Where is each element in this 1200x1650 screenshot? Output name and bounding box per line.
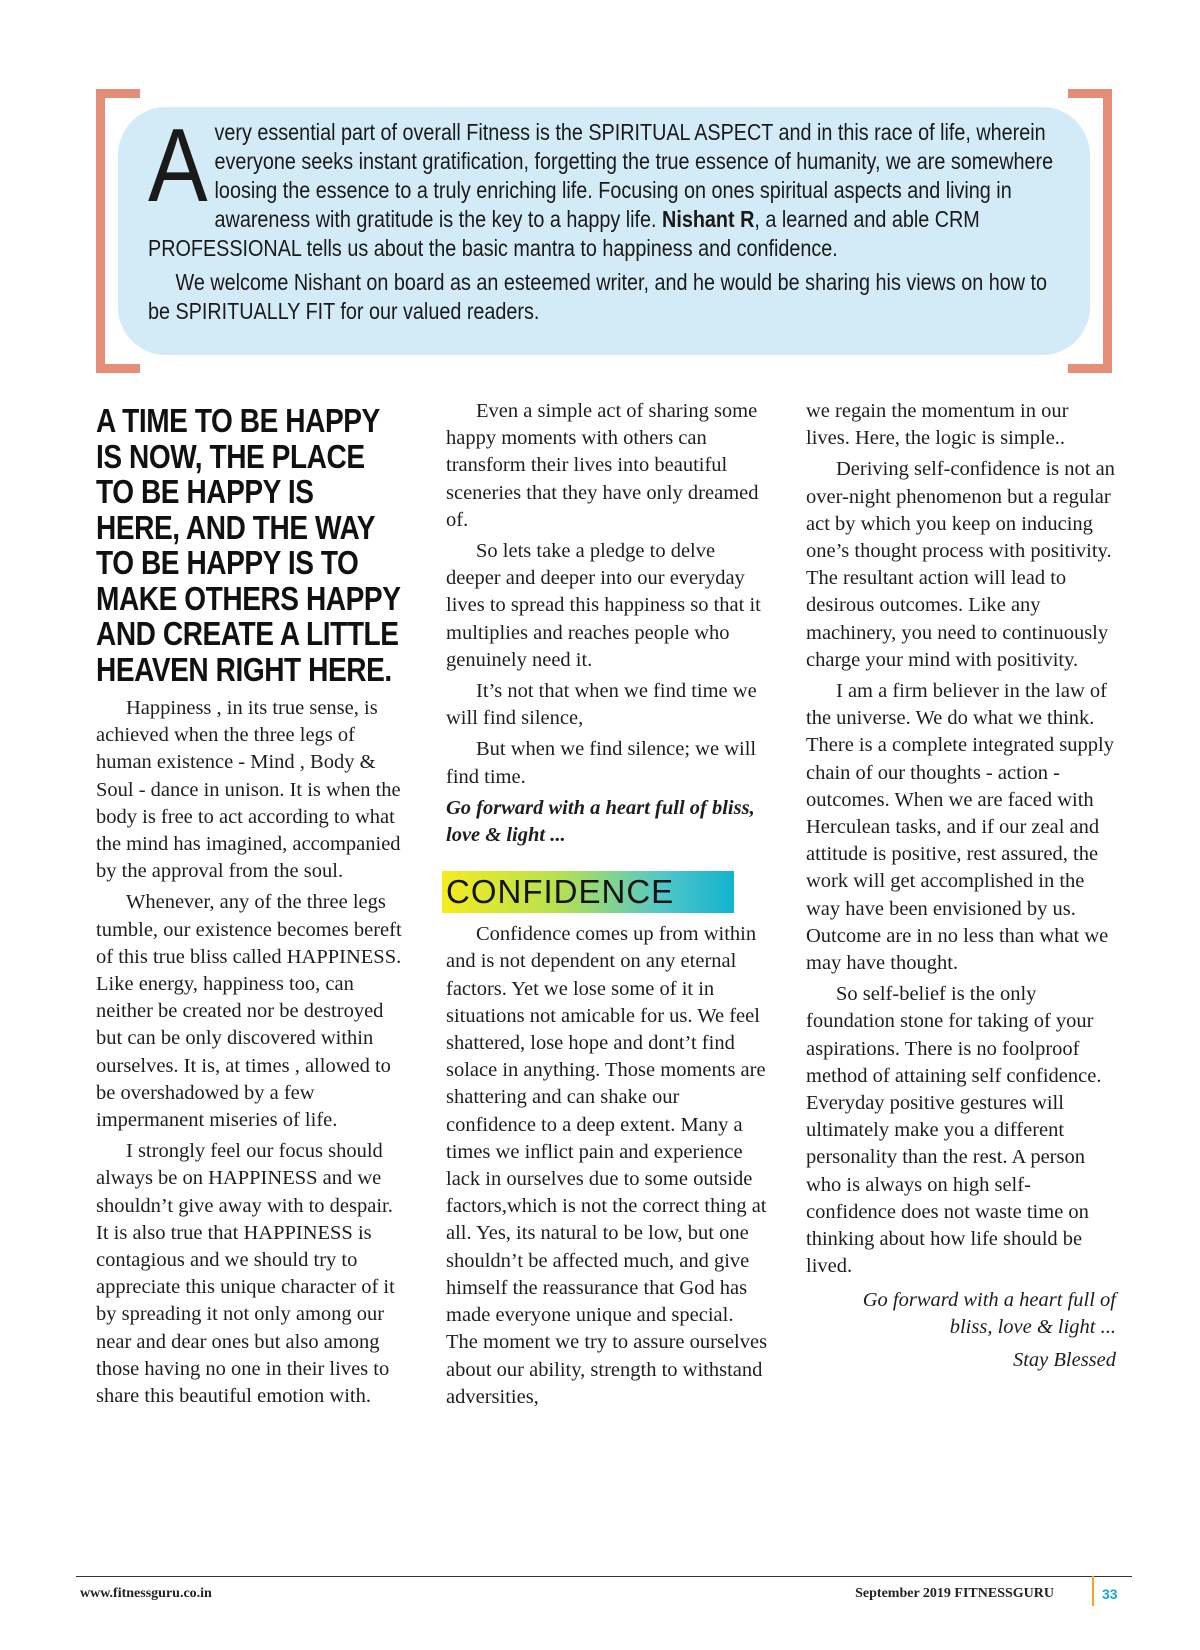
- column-1: [96, 398, 406, 1414]
- section-heading-confidence: CONFIDENCE: [442, 871, 734, 913]
- footer-website: www.fitnessguru.co.in: [80, 1586, 212, 1601]
- footer-issue: September 2019 FITNESSGURU: [855, 1586, 1054, 1601]
- paragraph: I am a firm believer in the law of the universe. We do what we think. There is a complete integrated supply chain of our thoughts - action - outcomes. When we are faced with Herculean tasks, and if our zeal and attitude is positive, rest assured, the work will get accomplished in the way have been envisioned by us. Outcome are in no less than what we may have thought.: [806, 680, 1114, 975]
- column-3: [806, 398, 1116, 1378]
- author-name: Nishant R: [662, 206, 755, 232]
- drop-cap: A: [148, 108, 208, 224]
- article-headline: A TIME TO BE HAPPY IS NOW, THE PLACE TO BE HAPPY IS HERE, AND THE WAY TO BE HAPPY IS TO MAKE OTHERS HAPPY AND CREATE A LITTLE HEAVEN RIGHT HERE.: [96, 402, 400, 688]
- intro-text-end: , a learned and able CRM PROFESSIONAL tells us about the basic mantra to happiness and confidence.: [148, 206, 980, 261]
- paragraph-continued: we regain the momentum in our lives. Here, the logic is simple..: [806, 400, 1069, 450]
- sign-off-line-1: Go forward with a heart full of: [862, 1288, 1116, 1311]
- paragraph: I strongly feel our focus should always be on HAPPINESS and we shouldn’t give away with to despair. It is also true that HAPPINESS is contagious and we should try to appreciate this unique character of it by spreading it not only among our near and dear ones but also among those having no one in their lives to share this beautiful emotion with.: [96, 1140, 395, 1408]
- italic-quote: Go forward with a heart full of bliss, love & light ...: [446, 796, 755, 847]
- paragraph: Happiness , in its true sense, is achieved when the three legs of human existence - Mind , Body & Soul - dance in unison. It is when the body is free to act according to what the mind has imagined, accompanied by the approval from the soul.: [96, 697, 401, 883]
- left-bracket-decoration: [96, 89, 140, 373]
- paragraph: It’s not that when we find time we will find silence,: [446, 680, 757, 730]
- paragraph: Whenever, any of the three legs tumble, our existence becomes bereft of this true bliss called HAPPINESS. Like energy, happiness too, can neither be created nor be destroyed but can be only discovered within ourselves. It is, at times , allowed to be overshadowed by a few impermanent miseries of life.: [96, 891, 402, 1132]
- paragraph: So self-belief is the only foundation stone for taking of your aspirations. There is no foolproof method of attaining self confidence. Everyday positive gestures will ultimately make you a different personality than the rest. A person who is always on high self-confidence does not waste time on thinking about how life should be lived.: [806, 983, 1102, 1278]
- footer-rule: [76, 1576, 1132, 1577]
- intro-paragraph-2: We welcome Nishant on board as an esteemed writer, and he would be sharing his views on how to be SPIRITUALLY FIT for our valued readers.: [148, 269, 1048, 324]
- intro-text-part: very essential part of overall Fitness is the SPIRITUAL ASPECT and in this race of life, wherein everyone seeks instant gratification, forgetting the true essence of humanity, we are somewhere loosing the essence to a truly enriching life. Focusing on ones spiritual aspects and living in awareness with gratitude is the key to a happy life.: [214, 119, 1054, 232]
- intro-paragraph-1: [148, 108, 1073, 263]
- paragraph: But when we find silence; we will find time.: [446, 738, 757, 788]
- footer-divider: [1092, 1576, 1094, 1606]
- paragraph: Even a simple act of sharing some happy moments with others can transform their lives into beautiful sceneries that they have only dreamed of.: [446, 400, 759, 531]
- sign-off: [806, 1287, 1116, 1341]
- paragraph: Deriving self-confidence is not an over-night phenomenon but a regular act by which you keep on inducing one’s thought process with positivity. The resultant action will lead to desirous outcomes. Like any machinery, you need to continuously charge your mind with positivity.: [806, 458, 1115, 671]
- paragraph: So lets take a pledge to delve deeper and deeper into our everyday lives to spread this happiness so that it multiplies and reaches people who genuinely need it.: [446, 540, 761, 671]
- stay-blessed: Stay Blessed: [1012, 1348, 1116, 1371]
- intro-text: [148, 108, 1073, 326]
- right-bracket-decoration: [1068, 89, 1112, 373]
- column-2: [446, 398, 768, 1415]
- page-number: 33: [1102, 1586, 1118, 1602]
- sign-off-line-2: bliss, love & light ...: [949, 1315, 1116, 1338]
- paragraph: Confidence comes up from within and is not dependent on any eternal factors. Yet we lose some of it in situations not amicable for us. We feel shattered, lose hope and dont’t find solace in anything. Those moments are shattering and can shake our confidence to a deep extent. Many a times we inflict pain and experience lack in ourselves due to some outside factors,which is not the correct thing at all. Yes, its natural to be low, but one shouldn’t be affected much, and give himself the reassurance that God has made everyone unique and special. The moment we try to assure ourselves about our ability, strength to withstand adversities,: [446, 923, 768, 1408]
